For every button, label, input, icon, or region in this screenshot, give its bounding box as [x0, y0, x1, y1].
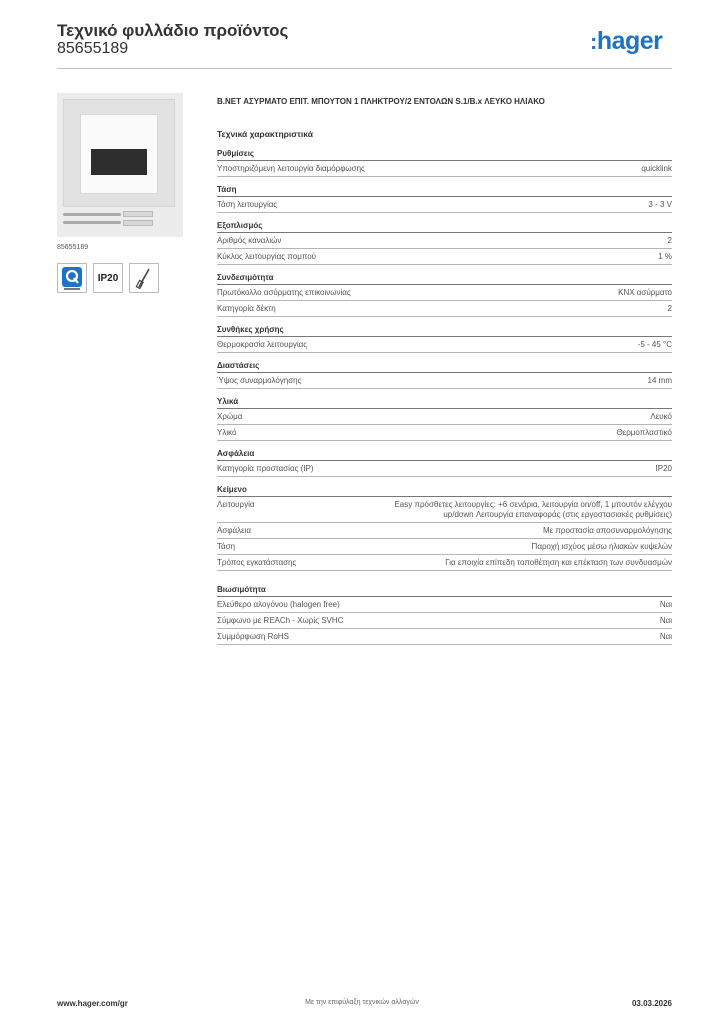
spec-row: [217, 301, 672, 317]
spec-value: 3 - 3 V: [648, 200, 672, 209]
group-title: Ρυθμίσεις: [217, 149, 672, 161]
spec-value: Ναι: [659, 616, 672, 625]
product-code: 85655189: [57, 40, 129, 57]
spec-key: Χρώμα: [217, 412, 243, 421]
wall-anchor-1: [123, 211, 153, 217]
spec-value: 1 %: [658, 252, 672, 261]
spec-row: [217, 233, 672, 249]
spec-value: Θερμοπλαστικό: [616, 428, 672, 437]
spec-value: Για εποιχία επίπεδη τοποθέτηση και επέκταση των συνδυασμών: [445, 558, 672, 567]
spec-key: Σύμφωνο με REACh - Χωρίς SVHC: [217, 616, 344, 625]
spec-value: quicklink: [641, 164, 672, 173]
spec-group: [217, 485, 672, 571]
group-title: Συνδεσιμότητα: [217, 273, 672, 285]
spec-row: [217, 539, 672, 555]
spec-key: Κατηγορία δέκτη: [217, 304, 276, 313]
spec-row: [217, 249, 672, 265]
spec-value: 14 mm: [647, 376, 672, 385]
spec-row: [217, 285, 672, 301]
footer-url-link[interactable]: www.hager.com/gr: [57, 999, 128, 1008]
spec-value: Ναι: [659, 632, 672, 641]
footer-date: 03.03.2026: [631, 999, 672, 1008]
solar-cell: [91, 149, 147, 175]
group-title: Υλικά: [217, 397, 672, 409]
group-title: Ασφάλεια: [217, 449, 672, 461]
spec-value: IP20: [655, 464, 672, 473]
spec-row: [217, 613, 672, 629]
spec-row: [217, 597, 672, 613]
spec-key: Ασφάλεια: [217, 526, 252, 535]
spec-key: Θερμοκρασία λειτουργίας: [217, 340, 308, 349]
spec-value: Παροχή ισχύος μέσω ηλιακών κυψελών: [531, 542, 672, 551]
switch-plate: [63, 99, 175, 207]
spec-row: [217, 197, 672, 213]
spec-row: [217, 629, 672, 645]
screwdriver-icon: [129, 263, 159, 293]
spec-row: [217, 497, 672, 523]
spec-group: [217, 397, 672, 441]
spec-value: Λευκό: [650, 412, 672, 421]
spec-key: Πρωτόκολλο ασύρματης επικοινωνίας: [217, 288, 351, 297]
spec-row: [217, 409, 672, 425]
spec-key: Τρόπος εγκατάστασης: [217, 558, 297, 567]
header-divider: [57, 68, 672, 69]
group-title: Εξοπλισμός: [217, 221, 672, 233]
switch-rocker: [80, 114, 158, 194]
spec-key: Αριθμός καναλιών: [217, 236, 282, 245]
page-title: Τεχνικό φυλλάδιο προϊόντος: [57, 21, 289, 40]
spec-key: Κύκλος λειτουργίας πομπού: [217, 252, 317, 261]
spec-group: [217, 149, 672, 177]
spec-value: Ναι: [659, 600, 672, 609]
spec-group: [217, 273, 672, 317]
wall-anchor-2: [123, 220, 153, 226]
group-title: Συνθήκες χρήσης: [217, 325, 672, 337]
spec-key: Τάση: [217, 542, 236, 551]
group-title: Βιωσιμότητα: [217, 585, 672, 597]
product-image: [57, 93, 183, 237]
screw-2: [63, 221, 121, 224]
product-name: B.NET ΑΣΥΡΜΑΤΟ ΕΠΙΤ. ΜΠΟΥΤΟΝ 1 ΠΛΗΚΤΡΟΥ/2 ΕΝΤΟΛΩΝ S.1/B.x ΛΕΥΚΟ ΗΛΙΑΚΟ: [217, 97, 545, 106]
hager-logo[interactable]: :hager: [590, 27, 663, 55]
group-title: Διαστάσεις: [217, 361, 672, 373]
spec-group: [217, 185, 672, 213]
spec-group: [217, 585, 672, 645]
spec-key: Ύψος συναρμολόγησης: [217, 376, 302, 385]
spec-key: Λειτουργία: [217, 500, 255, 509]
spec-row: [217, 523, 672, 539]
group-title: Κείμενο: [217, 485, 672, 497]
spec-value: 2: [667, 236, 672, 245]
spec-key: Υποστηριζόμενη λειτουργία διαμόρφωσης: [217, 164, 365, 173]
spec-key: Κατηγορία προστασίας (IP): [217, 464, 314, 473]
spec-group: [217, 449, 672, 477]
spec-group: [217, 221, 672, 265]
spec-value: 2: [667, 304, 672, 313]
specs-heading: Τεχνικά χαρακτηριστικά: [217, 129, 313, 139]
quality-mark-icon: [57, 263, 87, 293]
spec-value: Με προστασία αποσυναρμολόγησης: [542, 526, 672, 535]
group-title: Τάση: [217, 185, 672, 197]
spec-value: KNX ασύρματο: [618, 288, 672, 297]
image-caption-code: 85655189: [57, 244, 89, 251]
spec-row: [217, 425, 672, 441]
spec-row: [217, 373, 672, 389]
footer-note: Με την επιφύλαξη τεχνικών αλλαγών: [305, 999, 419, 1006]
ip20-badge: IP20: [93, 263, 123, 293]
spec-key: Ελεύθερο αλογόνου (halogen free): [217, 600, 340, 609]
spec-value: -5 - 45 °C: [637, 340, 672, 349]
spec-row: [217, 555, 672, 571]
spec-key: Τάση λειτουργίας: [217, 200, 278, 209]
screw-1: [63, 213, 121, 216]
spec-group: [217, 361, 672, 389]
logo-text: hager: [596, 27, 663, 55]
spec-group: [217, 325, 672, 353]
spec-panel: [217, 97, 672, 653]
spec-row: [217, 161, 672, 177]
spec-key: Υλικό: [217, 428, 237, 437]
spec-row: [217, 337, 672, 353]
spec-key: Συμμόρφωση RoHS: [217, 632, 289, 641]
spec-value: Easy πρόσθετες λειτουργίες: +6 σενάρια, λειτουργία on/off, 1 μπουτόν ελέγχου up/down Λειτουργία επαναφοράς (στις εργοστασιακές ρυθμίσεις): [394, 500, 672, 519]
spec-row: [217, 461, 672, 477]
